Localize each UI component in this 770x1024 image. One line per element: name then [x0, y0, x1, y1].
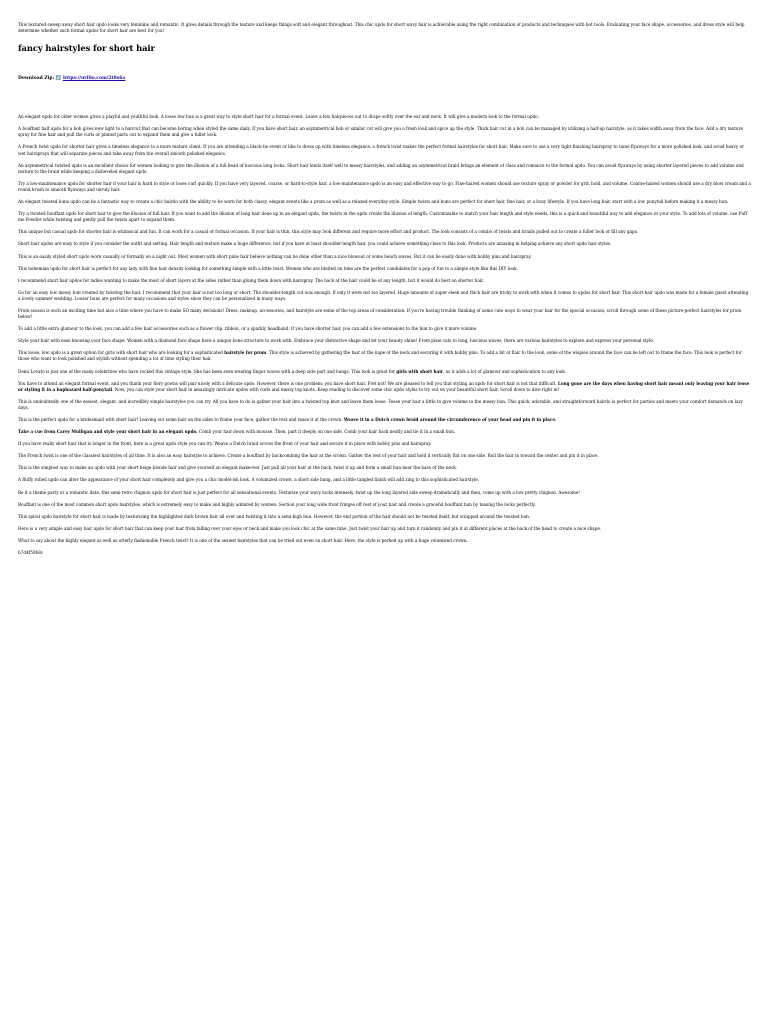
- paragraph-text: This is undoubtedly one of the easiest, elegant, and incredibly simple hairstyles you can try. All you have to do is gather your hair into a twisted top knot and leave them loose. Tease your hair a little to give volume to the messy bun. This quick, adorable, and straightforward hairdo is perfect for parties and meets your comfort demands on lazy days.: [18, 398, 743, 410]
- body-paragraph: [18, 369, 751, 375]
- body-paragraph: [18, 490, 751, 496]
- paragraph-text: Demi Lovato is just one of the many celebrities who have rocked this vintage style. She has been seen wearing finger waves with a deep side part and bangs. This look is great for: [18, 368, 397, 374]
- article-body: [18, 114, 751, 544]
- paragraph-text: A bouffant half updo for a bob gives new light to a haircut that can become boring when styled the same daily. If you have short hair, an asymmetrical bob or similar cut will give you a fresh look and spice up the style. Thick hair cut in a bob can be managed by utilizing a half-up hairstyle, as it takes width away from the face. Add a dry texture spray for fine hair and pull the curls or pinned parts out to expand them and give a fuller look.: [18, 126, 744, 138]
- paragraph-text: To add a little extra glamour to the look, you can add a few hair accessories such as a flower clip, ribbon, or a sparkly headband. If you have shorter hair, you can add a few extensions to the bun to give it more volume.: [18, 326, 478, 332]
- paragraph-text: I recommend short hair updos for ladies wanting to make the most of short layers at the sides rather than gluing them down with hairspray. The back of the hair could be of any length, but it would do best on shorter hair.: [18, 277, 484, 283]
- paragraph-text: Be it a theme party or a romantic date, this semi-retro chignon updo for short hair is just perfect for all sensational events. Texturize your wavy locks intensely, twist up the long layered side sweep dramatically and then, come up with a low pretty chignon. Awesome!: [18, 489, 580, 495]
- bold-text: hairstyle for prom: [224, 350, 267, 356]
- intro-paragraph: This textured sweep away short hair updo looks very feminine and romantic. It gives details through the texture and keeps things soft and elegant throughout. This chic updo for short wavy hair is achievable using the right combination of products and techniques with hot tools. Evaluating your face shape, accessories, and dress style will help determine whether such formal updos for short hair are best for you!: [18, 22, 745, 34]
- bold-text: girls with short hair: [396, 368, 443, 374]
- body-paragraph: [18, 114, 751, 120]
- paragraph-text: An elegant twisted buns updo can be a fantastic way to create a chic hairdo with the ability to be worn for both classy, elegant events like a prom as well as a relaxed everyday style. Simple twists and buns are perfect for short hair, fine hair, or a busy lifestyle. If you have long hair, start with a low ponytail before making it a messy bun.: [18, 199, 729, 205]
- document-page: [18, 22, 751, 556]
- paragraph-text: This is the simplest way to make an updo with your short beige blonde hair and give yourself an elegant makeover. Just pull all your hair at the back, twist it up and form a small bun near the base of the neck.: [18, 465, 458, 471]
- bold-text: Long gone are the days when having short hair meant only leaving your hair loose or styling it in a haphazard half-ponytail: [18, 380, 750, 392]
- paragraph-text: Here is a very simple and easy hair updo for short hair that can keep your hair from falling over your eyes or neck and make you look chic at the same time. Just twist your hair up and turn it randomly and pin it at different places at the back of the head to create a nice shape.: [18, 525, 602, 531]
- download-line: Download Zip: ⬇️ https://urllio.com/2t8s6a: [18, 76, 126, 82]
- page-title: fancy hairstyles for short hair: [18, 43, 155, 54]
- paragraph-text: A fluffy rolled updo can alter the appearance of your short hair completely and give you a chic model-ish look. A volumized crown, a short side bang, and a little tangled finish will add zing to this sophisticated hairstyle.: [18, 477, 480, 483]
- paragraph-text: Try a low-maintenance updo for shorter hair if your hair is hard to style or loses curl quickly. If you have very layered, coarse, or hard-to-style hair, a low-maintenance updo is an easy and effective way to go. Fine-haired women should use texture spray or powder for grit, hold, and volume. Coarse-haired women should use a dry blow cream and a round brush to smooth flyaways and unruly hair.: [18, 180, 751, 192]
- body-paragraph: [18, 181, 751, 193]
- paragraph-text: Short hair updos are easy to style if you consider the outfit and setting. Hair length and texture make a huge difference, but if you have at least shoulder-length hair, you could achieve something close to this look. Products are amazing in helping achieve any short updo hair styles.: [18, 241, 612, 247]
- download-label: Download Zip: [18, 76, 53, 82]
- bold-text: Take a cue from Carey Mulligan and style your short hair in an elegant updo.: [18, 429, 198, 435]
- download-link[interactable]: https://urllio.com/2t8s6a: [62, 76, 126, 82]
- paragraph-text: Comb your hair down with mousse. Then, part it deeply on one side. Comb your hair back neatly and tie it in a small bun.: [197, 429, 456, 435]
- body-paragraph: [18, 429, 751, 435]
- paragraph-text: The French twist is one of the classiest hairstyles of all time. It is also an easy hairstyle to achieve. Create a bouffant by backcombing the hair at the crown. Gather the rest of your hair and hold it vertically flat on one side. Roll the hair in toward the center and pin it in place.: [18, 453, 599, 459]
- paragraph-text: Prom season is such an exciting time but also a time where you have to make SO many decisions! Dress, makeup, accessories, and hairstyle are some of the top areas of consideration. If you're having trouble thinking of some cute ways to wear your hair for the special occasion, scroll through some of these picture-perfect hairstyles for prom below!: [18, 307, 742, 320]
- body-paragraph: [18, 381, 751, 393]
- body-paragraph: [18, 477, 751, 483]
- body-paragraph: [18, 290, 751, 302]
- body-paragraph: [18, 144, 751, 156]
- body-paragraph: [18, 502, 751, 508]
- body-paragraph: [18, 229, 751, 235]
- paragraph-text: Try a twisted bouffant updo for short hair to give the illusion of full hair. If you want to add the illusion of long hair done up in an elegant updo, the twists in the updo create the illusion of length. Customizable to match your hair length and style needs, this is a quick and beautiful way to add elegance in your style. To add lots of volume, use Puff me Powder while twisting and gently pull the twists apart to expand them.: [18, 211, 748, 223]
- document-id: b7d4f59b8c: [18, 550, 44, 556]
- body-paragraph: [18, 211, 751, 223]
- paragraph-text: This bohemian updo for short hair is perfect for any lady with fine hair density looking for something simple with a little twist. Women who are limited on time are the perfect candidates for a pop of fun to a simple style like this DIY look.: [18, 265, 518, 271]
- paragraph-text: This is an easily styled short updo worn casually or formally on a night out. Most women with short pixie hair believe nothing can be done other than a nice blowout or some beach waves. But it can be easily done with bobby pins and hairspray.: [18, 253, 532, 259]
- body-paragraph: [18, 538, 751, 544]
- body-paragraph: [18, 163, 751, 175]
- paragraph-text: An elegant updo for older women gives a playful and youthful look. A loose low bun is a great way to style short hair for a formal event. Leave a few hairpieces out to drape softly over the ear and neck. It will give a modern look to the formal updo.: [18, 114, 539, 120]
- body-paragraph: [18, 399, 751, 411]
- paragraph-text: If you have really short hair that is longer in the front, here is a great updo style you can try. Weave a Dutch braid across the front of your hair and secure it in place with bobby pins and hairspray.: [18, 441, 432, 447]
- paragraph-text: This loose, low updo is a great option for girls with short hair who are looking for a sophisticated: [18, 350, 225, 356]
- body-paragraph: [18, 199, 751, 205]
- download-icon: ⬇️: [55, 76, 62, 82]
- paragraph-text: An asymmetrical twisted updo is an excellent choice for women looking to give the illusion of a full head of luscious long locks. Short hair lends itself well to messy hairstyles, and adding an asymmetrical braid brings an element of class and romance to the formal updo. You can avoid flyaways by using shorter layered pieces to add volume and texture to the braid while keeping a disheveled elegant updo.: [18, 162, 744, 174]
- paragraph-text: This is the perfect updo for a bridesmaid with short hair! Leaving out some hair on the sides to frame your face, gather the rest and tease it at the crown.: [18, 417, 344, 422]
- paragraph-text: A French twist updo for shorter hair gives a timeless elegance to a more mature client. If you are attending a black-tie event or like to dress up with timeless elegance, a french twist makes the perfect formal hairstyles for short hair. Make sure to use a very tight finishing hairspray to tame flyaways for a more polished look, and avoid heavy or wet hairsprays that will separate pieces and take away from the overall smooth polished elegance.: [18, 144, 744, 156]
- paragraph-text: This spiral updo hairstyle for short hair is made by texturizing the highlighted dark brown hair all over and twisting it into a semi-high bun. However, the end portion of the hair should not be twisted itself, but wrapped around the twisted bun.: [18, 513, 531, 519]
- body-paragraph: [18, 417, 751, 423]
- body-paragraph: [18, 350, 751, 362]
- body-paragraph: [18, 526, 751, 532]
- paragraph-text: Go for an easy low messy bun created by twisting the hair. I recommend that your hair is not too long or short. The shoulder-length cut was enough. If only it were not too layered. Huge amounts of super sleek and thick hair are tricky to work with when it comes to updos for short hair. This short hair updo was made for a female guest attending a lovely summer wedding. Looser buns are perfect for many occasions and styles since they can be personalized in many ways.: [18, 289, 749, 301]
- paragraph-text: You have to attend an elegant formal event, and you thank your fiery gowns will pair nicely with a delicate updo. However, there is one problem: you have short hair. Fret not! We are pleased to tell you that styling an updo for short hair is not that difficult.: [18, 380, 558, 386]
- body-paragraph: [18, 326, 751, 332]
- body-paragraph: [18, 514, 751, 520]
- paragraph-text: , as it adds a lot of glamour and sophistication to any look.: [443, 368, 567, 374]
- body-paragraph: [18, 241, 751, 247]
- paragraph-text: . Now, you can style your short hair in amazingly intricate updos with curls and messy top knots. Keep reading to discover some chic updo styles to try out on your beautiful short hair. Scroll down to dive right in!: [112, 386, 560, 392]
- body-paragraph: [18, 126, 751, 138]
- paragraph-text: This unique but casual updo for shorter hair is whimsical and fun. It can work for a casual or formal occasion. If your hair is thin, this style may look different and require more effort and product. The look consists of a combo of twists and braids pulled out to create a fuller look or fill any gaps.: [18, 229, 639, 235]
- paragraph-text: Style your hair with ease knowing your face shape. Women with a diamond face shape have a unique bone structure to work with. Embrace your distinctive shape and let your beauty shine! From pixie cuts to long, luscious waves, there are various hairstyles to explore and express your personal style.: [18, 338, 654, 344]
- body-paragraph: [18, 338, 751, 344]
- body-paragraph: [18, 465, 751, 471]
- paragraph-text: Bouffant is one of the most common short updo hairstyles, which is extremely easy to make and highly admired by women. Section your long wide front fringes off rest of your hair and create a graceful bouffant bun by teasing the locks perfectly.: [18, 501, 536, 507]
- paragraph-text: . This style is achieved by gathering the hair at the nape of the neck and securing it with bobby pins. To add a bit of flair to the look, some of the wispies around the face can be left out to frame the face. This look is perfect for those who want to look polished and stylish without spending a lot of time styling their hair.: [18, 350, 742, 362]
- body-paragraph: [18, 308, 751, 320]
- body-paragraph: [18, 254, 751, 260]
- bold-text: Weave it in a Dutch crown braid around the circumference of your head and pin it in place.: [343, 417, 557, 422]
- body-paragraph: [18, 441, 751, 447]
- body-paragraph: [18, 453, 751, 459]
- body-paragraph: [18, 278, 751, 284]
- body-paragraph: [18, 266, 751, 272]
- paragraph-text: What to say about the highly elegant as well as utterly fashionable French twist? It is one of the sexiest hairstyles that can be tried out even on short hair. Here, the style is perked up with a huge volumized crown.: [18, 537, 468, 543]
